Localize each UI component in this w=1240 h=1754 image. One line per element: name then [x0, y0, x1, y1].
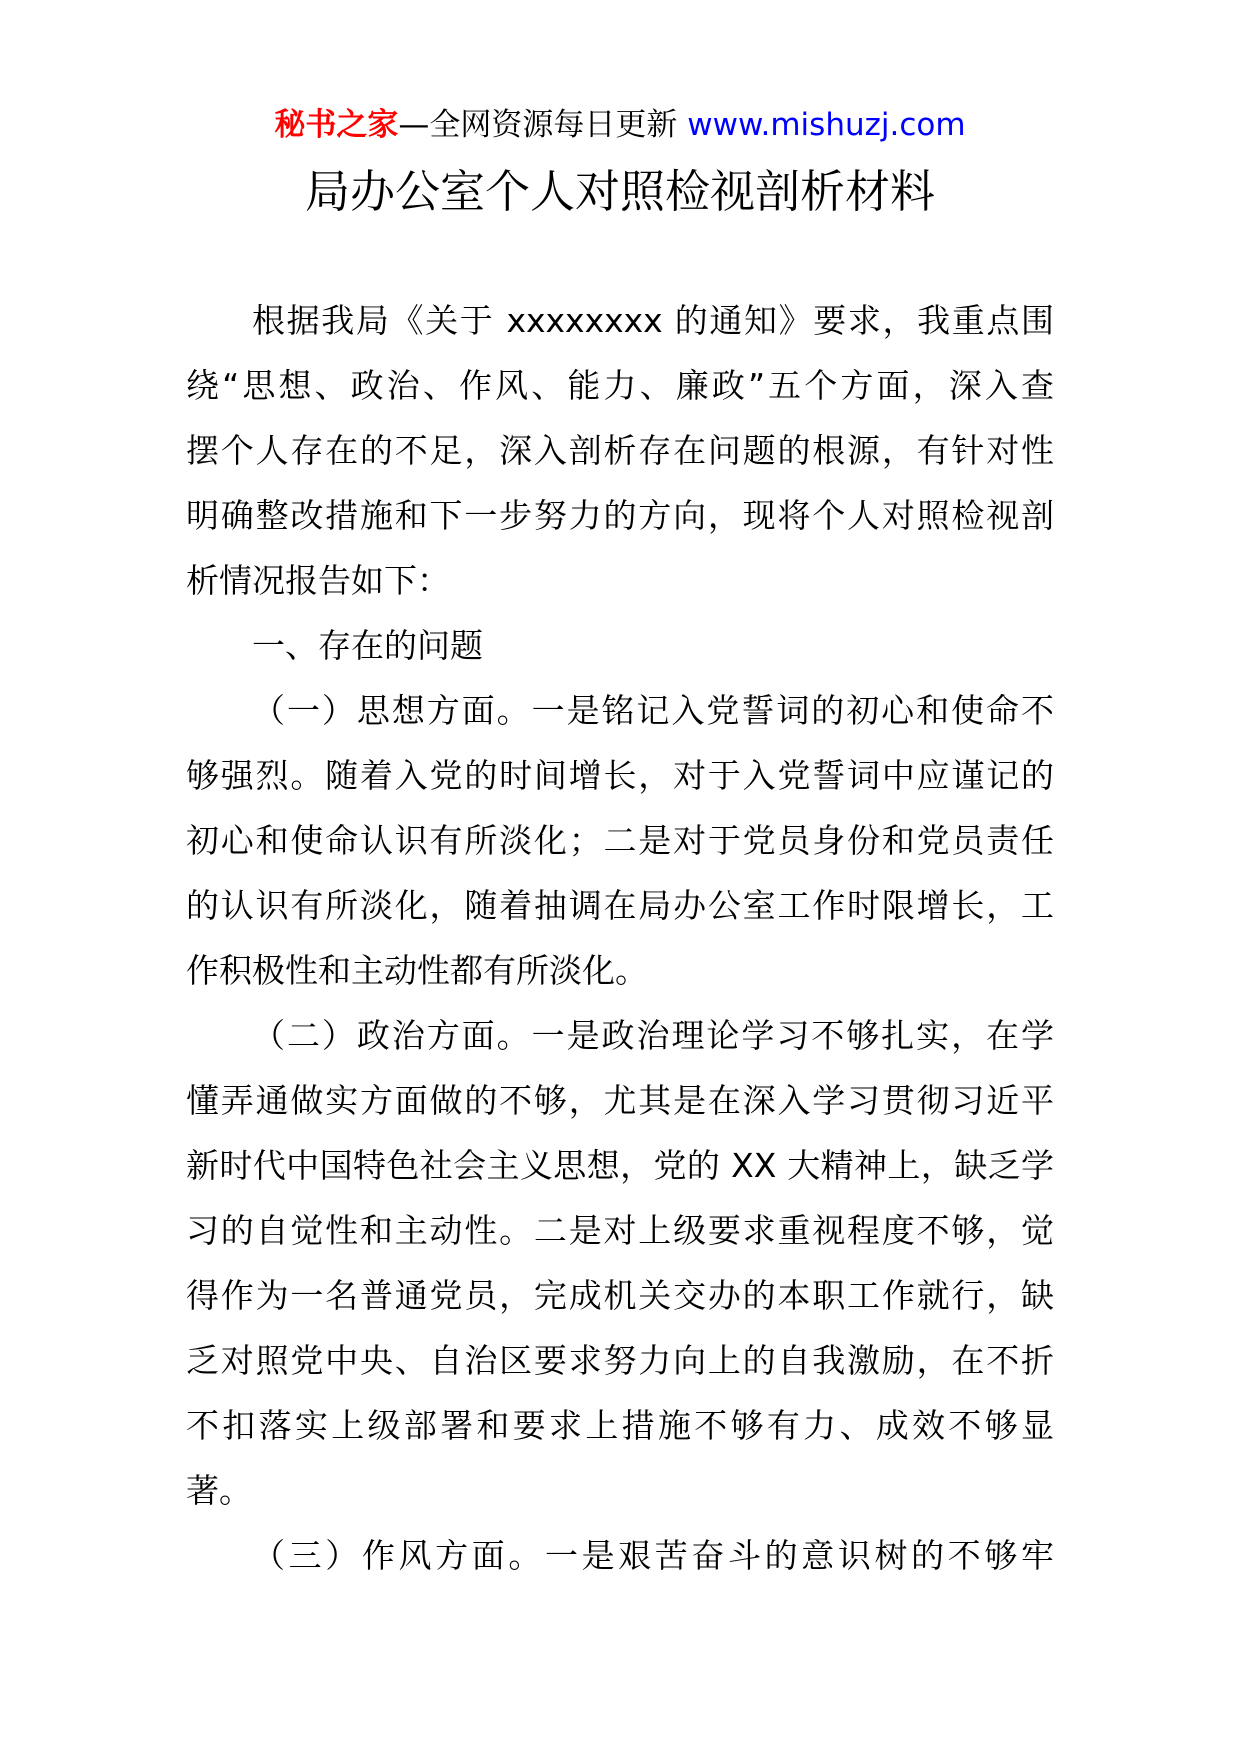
brand-name: 秘书之家 — [274, 107, 399, 143]
document-body — [186, 288, 1054, 1588]
style-line: （三）作风方面。一是艰苦奋斗的意识树的不够牢 — [252, 1536, 1054, 1575]
thought-line: （一）思想方面。一是铭记入党誓词的初心和使命不 — [252, 691, 1054, 730]
politics-line: 得作为一名普通党员，完成机关交办的本职工作就行，缺 — [186, 1276, 1054, 1315]
intro-line: 明确整改措施和下一步努力的方向，现将个人对照检视剖 — [186, 496, 1054, 535]
thought-line: 的认识有所淡化，随着抽调在局办公室工作时限增长，工 — [186, 886, 1054, 925]
politics-line: 乏对照党中央、自治区要求努力向上的自我激励，在不折 — [186, 1341, 1054, 1380]
intro-line: 析情况报告如下： — [186, 561, 450, 600]
thought-line: 够强烈。随着入党的时间增长，对于入党誓词中应谨记的 — [186, 756, 1054, 795]
politics-line: 习的自觉性和主动性。二是对上级要求重视程度不够，觉 — [186, 1211, 1054, 1250]
site-header — [0, 103, 1240, 147]
intro-line: 绕“思想、政治、作风、能力、廉政”五个方面，深入查 — [186, 366, 1054, 405]
politics-line: 新时代中国特色社会主义思想，党的 XX 大精神上，缺乏学 — [186, 1146, 1054, 1185]
site-tagline: —全网资源每日更新 — [398, 107, 678, 143]
site-url-link[interactable]: www.mishuzj.com — [687, 107, 966, 143]
paragraph-intro — [186, 288, 1054, 613]
paragraph-thought — [186, 678, 1054, 1003]
politics-line: 懂弄通做实方面做的不够，尤其是在深入学习贯彻习近平 — [186, 1081, 1054, 1120]
intro-line: 根据我局《关于 xxxxxxxx 的通知》要求，我重点围 — [252, 301, 1054, 340]
thought-line: 作积极性和主动性都有所淡化。 — [186, 951, 648, 990]
paragraph-politics — [186, 1003, 1054, 1523]
intro-line: 摆个人存在的不足，深入剖析存在问题的根源，有针对性 — [186, 431, 1054, 470]
thought-line: 初心和使命认识有所淡化；二是对于党员身份和党员责任 — [186, 821, 1054, 860]
section-heading: 一、存在的问题 — [252, 626, 483, 665]
politics-line: （二）政治方面。一是政治理论学习不够扎实，在学 — [252, 1016, 1054, 1055]
document-title: 局办公室个人对照检视剖析材料 — [304, 165, 935, 218]
politics-line: 不扣落实上级部署和要求上措施不够有力、成效不够显 — [186, 1406, 1054, 1445]
paragraph-style — [186, 1523, 1054, 1588]
politics-line: 著。 — [186, 1471, 252, 1510]
